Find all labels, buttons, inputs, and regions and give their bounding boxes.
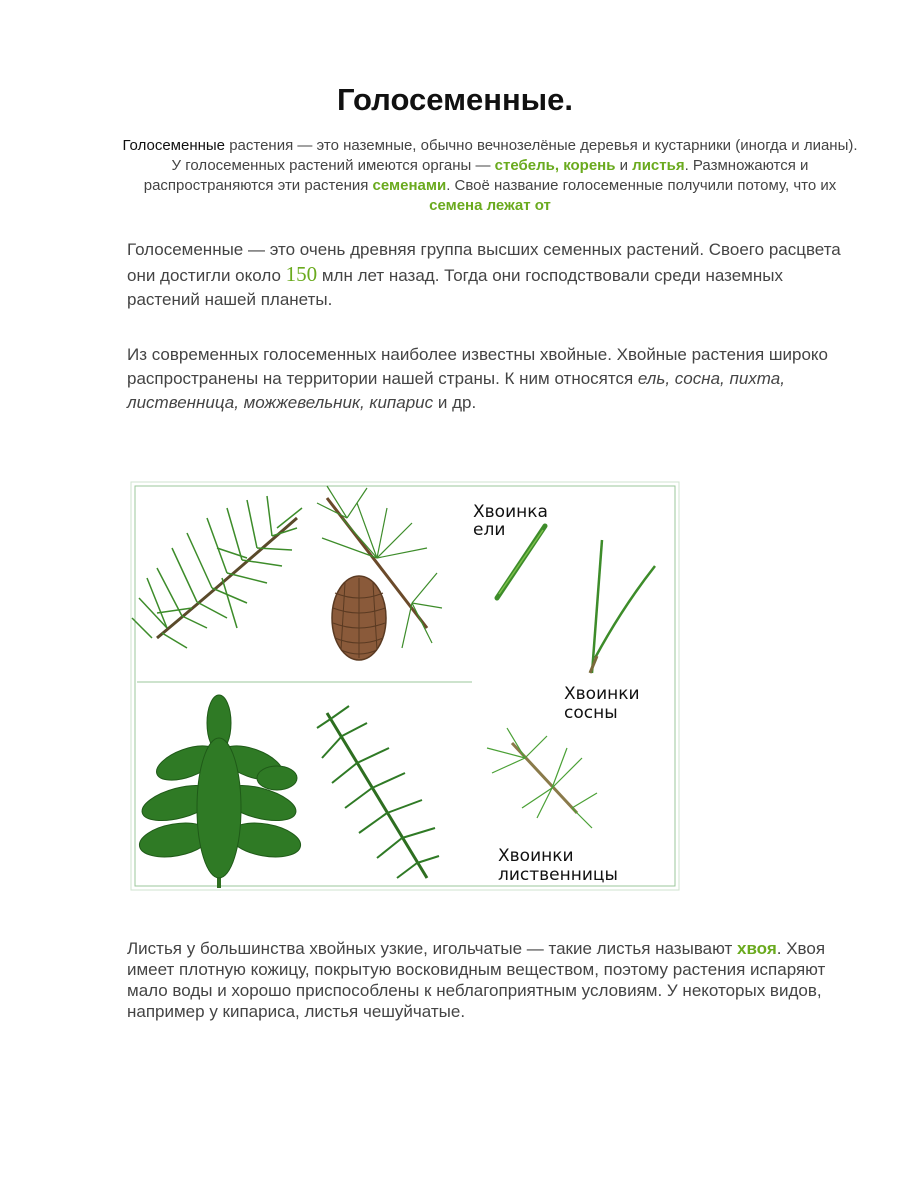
page-title: Голосеменные. (336, 82, 574, 117)
label-spruce-needle-1: Хвоинка (473, 502, 548, 522)
para3-text-2: . Хвоя имеет плотную кожицу, покрытую восковидным веществом, поэтому растения испаряют мало воды и хорошо приспособлены к неблагоприятным условиям. У некоторых видов, например у кипариса, листья чешуйчатые. (127, 939, 826, 1021)
species-list: ель, сосна, пихта, лиственница, можжевельник, кипарис (127, 369, 785, 412)
intro-paragraph (120, 136, 860, 216)
label-spruce-needle-2: ели (473, 520, 506, 540)
cedar-cone-image (317, 486, 442, 660)
paragraph-needles (127, 938, 847, 1022)
highlight-leaves: листья (632, 157, 685, 174)
paragraph-ancient-group (127, 238, 847, 312)
highlight-seeds: семенами (372, 177, 447, 194)
intro-text-4: . Своё название голосеменные получили потому, что их (446, 177, 837, 194)
conifer-illustration (127, 478, 683, 894)
intro-lead: Голосеменные (122, 137, 226, 154)
highlight-seeds-lie: семена лежат от (429, 197, 551, 214)
label-pine-needles-1: Хвоинки (564, 684, 640, 704)
intro-and: и (615, 157, 633, 174)
intro-text-1: растения — это наземные, обычно вечнозелёные деревья и кустарники (иногда и лианы). (225, 137, 858, 154)
larch-shoot-image (487, 728, 597, 828)
highlight-comma: , (554, 157, 564, 174)
highlight-stem: стебель (494, 157, 555, 174)
para3-text-1: Листья у большинства хвойных узкие, игольчатые — такие листья называют (127, 939, 737, 958)
para2-text-2: и др. (433, 393, 477, 412)
paragraph-conifers (127, 343, 847, 415)
label-larch-needles-2: лиственницы (498, 865, 618, 885)
label-pine-needles-2: сосны (564, 703, 618, 723)
intro-text-2: У голосеменных растений имеются органы — (171, 157, 495, 174)
fir-branch-image (137, 695, 303, 888)
pine-shoot-image (317, 706, 439, 878)
intro-text-3: . Размножаются и распространяются эти растения (143, 157, 809, 194)
pine-branch-image (132, 496, 302, 648)
conifer-needles-figure (127, 478, 683, 894)
para1-text-2: млн лет назад. Тогда они господствовали среди наземных растений нашей планеты. (127, 266, 783, 309)
number-150: 150 (285, 262, 318, 286)
pine-needles-image (590, 540, 655, 673)
para1-text-1: Голосеменные — это очень древняя группа высших семенных растений. Своего расцвета они достигли около (127, 240, 841, 285)
label-larch-needles-1: Хвоинки (498, 846, 574, 866)
para2-text-1: Из современных голосеменных наиболее известны хвойные. Хвойные растения широко распространены на территории нашей страны. К ним относятся (127, 345, 828, 388)
highlight-needles: хвоя (737, 939, 777, 958)
highlight-root: корень (563, 157, 616, 174)
